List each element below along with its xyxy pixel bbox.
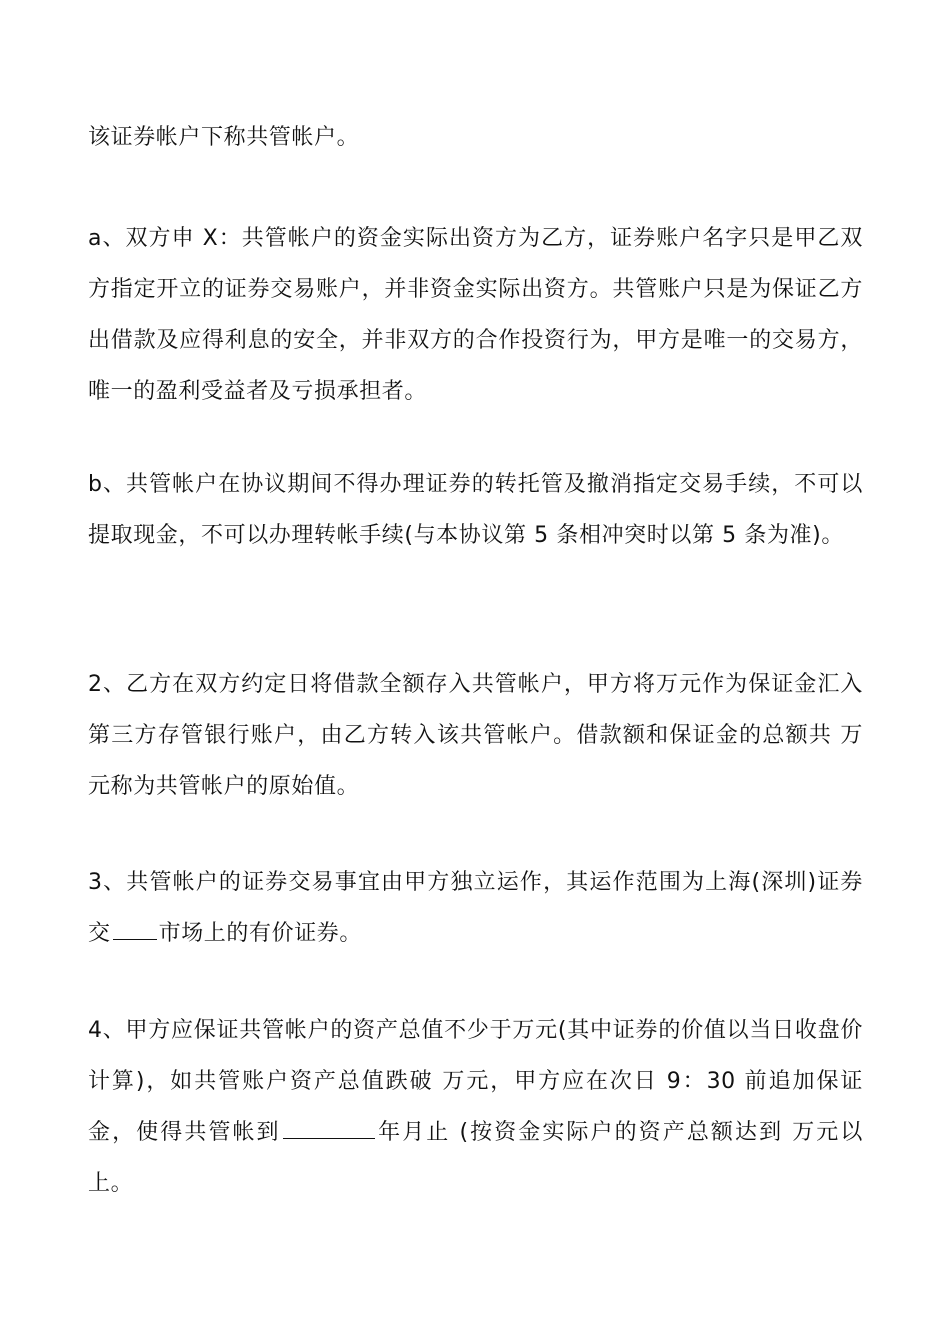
clause-4-text-start: 4、甲方应保证共管帐户的资产总值不少于万元(其中证券的价值以当日收盘价计算)，如共管账户资产总值跌破 万元，甲方应在次日 9：30 前追加保证金，使得共管帐到 bbox=[88, 1018, 863, 1145]
paragraph-clause-4 bbox=[88, 1005, 863, 1209]
paragraph-account-definition: 该证券帐户下称共管帐户。 bbox=[88, 125, 360, 150]
paragraph-clause-2: 2、乙方在双方约定日将借款全额存入共管帐户，甲方将万元作为保证金汇入第三方存管银行账户，由乙方转入该共管帐户。借款额和保证金的总额共 万元称为共管帐户的原始值。 bbox=[88, 672, 863, 799]
paragraph-clause-3 bbox=[88, 857, 863, 959]
paragraph-clause-b: b、共管帐户在协议期间不得办理证券的转托管及撤消指定交易手续，不可以提取现金，不可以办理转帐手续(与本协议第 5 条相冲突时以第 5 条为准)。 bbox=[88, 472, 863, 548]
clause-3-text-end: 市场上的有价证券。 bbox=[158, 921, 363, 946]
fill-in-blank bbox=[283, 1116, 375, 1139]
clause-3-text-start: 3、共管帐户的证券交易事宜由甲方独立运作，其运作范围为上海(深圳)证券交 bbox=[88, 870, 863, 946]
fill-in-blank bbox=[113, 917, 157, 940]
clause-4-text-end: 年月止 (按资金实际户的资产总额达到 万元以上。 bbox=[88, 1120, 863, 1196]
paragraph-clause-a: a、双方申 X：共管帐户的资金实际出资方为乙方，证券账户名字只是甲乙双方指定开立的证券交易账户，并非资金实际出资方。共管账户只是为保证乙方出借款及应得利息的安全，并非双方的合作投资行为，甲方是唯一的交易方，唯一的盈利受益者及亏损承担者。 bbox=[88, 226, 863, 404]
